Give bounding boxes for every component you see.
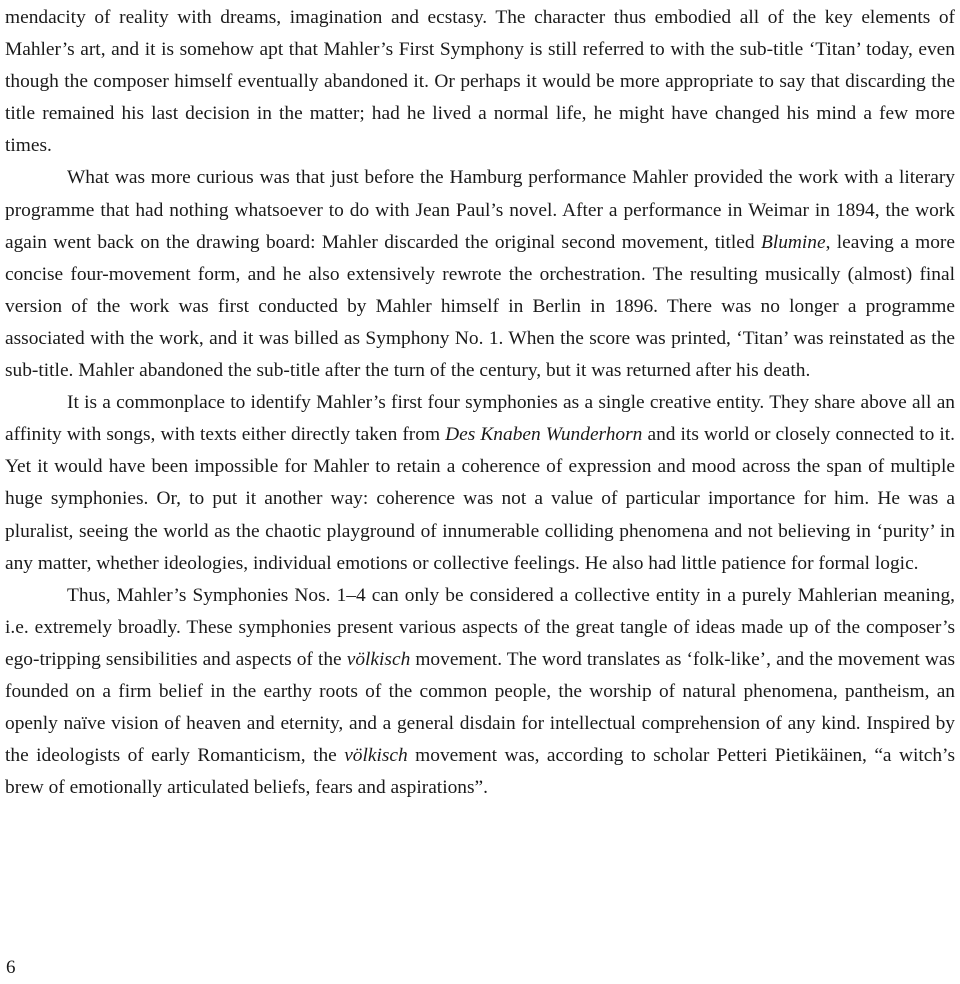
paragraph-4: [5, 580, 955, 805]
paragraph-4-text-c: movement was, according to scholar Petteri Pietikäinen, “a witch’s brew of emotionally articulated beliefs, fears and aspirations”.: [5, 745, 955, 799]
paragraph-4-italic-term-1: völkisch: [346, 648, 411, 670]
paragraph-1: [5, 2, 955, 162]
paragraph-1-text: mendacity of reality with dreams, imagination and ecstasy. The character thus embodied all of the key elements of Mahler’s art, and it is somehow apt that Mahler’s First Symphony is still referred to with the sub-title ‘Titan’ today, even though the composer himself eventually abandoned it. Or perhaps it would be more appropriate to say that discarding the title remained his last decision in the matter; had he lived a normal life, he might have changed his mind a few more times.: [5, 7, 955, 157]
paragraph-3-text-a: It is a commonplace to identify Mahler’s first four symphonies as a single creative entity. They share above all an affinity with songs, with texts either directly taken from: [5, 392, 955, 446]
paragraph-2: [5, 162, 955, 387]
paragraph-3-text-b: and its world or closely connected to it. Yet it would have been impossible for Mahler to retain a coherence of expression and mood across the span of multiple huge symphonies. Or, to put it another way: coherence was not a value of particular importance for him. He was a pluralist, seeing the world as the chaotic playground of innumerable colliding phenomena and not believing in ‘purity’ in any matter, whether ideologies, individual emotions or collective feelings. He also had little patience for formal logic.: [5, 424, 955, 574]
paragraph-2-text-b: , leaving a more concise four-movement form, and he also extensively rewrote the orchestration. The resulting musically (almost) final version of the work was first conducted by Mahler himself in Berlin in 1896. There was no longer a programme associated with the work, and it was billed as Symphony No. 1. When the score was printed, ‘Titan’ was reinstated as the sub-title. Mahler abandoned the sub-title after the turn of the century, but it was returned after his death.: [5, 231, 955, 382]
paragraph-2-text-a: What was more curious was that just before the Hamburg performance Mahler provided the work with a literary programme that had nothing whatsoever to do with Jean Paul’s novel. After a performance in Weimar in 1894, the work again went back on the drawing board: Mahler discarded the original second movement, titled: [5, 167, 955, 253]
paragraph-4-italic-term-2: völkisch: [344, 745, 408, 767]
page-body: [5, 2, 955, 804]
paragraph-3-italic-title: Des Knaben Wunderhorn: [445, 424, 643, 446]
paragraph-3: [5, 387, 955, 580]
paragraph-4-text-a: Thus, Mahler’s Symphonies Nos. 1–4 can only be considered a collective entity in a purely Mahlerian meaning, i.e. extremely broadly. These symphonies present various aspects of the great tangle of ideas made up of the composer’s ego-tripping sensibilities and aspects of the: [5, 584, 955, 670]
page-number: 6: [6, 957, 16, 978]
paragraph-2-italic-title: Blumine: [760, 231, 826, 253]
paragraph-4-text-b: movement. The word translates as ‘folk-like’, and the movement was founded on a firm belief in the earthy roots of the common people, the worship of natural phenomena, pantheism, an openly naïve vision of heaven and eternity, and a general disdain for intellectual comprehension of any kind. Inspired by the ideologists of early Romanticism, the: [5, 648, 955, 767]
